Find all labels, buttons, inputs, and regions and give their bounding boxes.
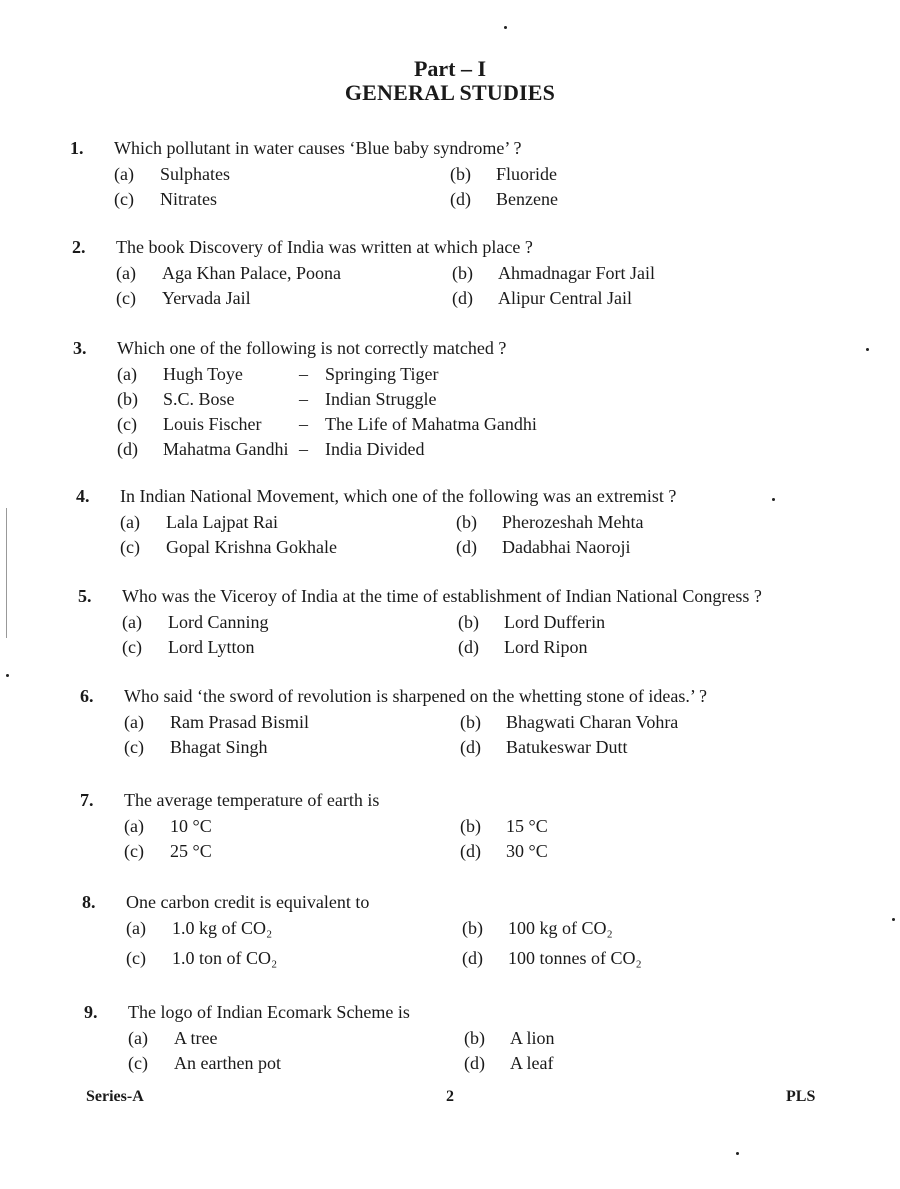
option-a: (a) A tree xyxy=(128,1028,218,1048)
page-number: 2 xyxy=(446,1088,454,1105)
scan-speck xyxy=(772,498,775,501)
question-4 xyxy=(76,486,836,562)
question-number: 2. xyxy=(72,237,86,257)
scan-margin-line xyxy=(6,508,7,638)
scan-speck xyxy=(892,918,895,921)
question-number: 1. xyxy=(70,138,84,158)
option-d: (d) Benzene xyxy=(450,189,558,209)
match-row-c: (c) Louis Fischer – The Life of Mahatma Gandhi xyxy=(117,414,537,434)
scan-speck xyxy=(736,1152,739,1155)
option-c: (c) Nitrates xyxy=(114,189,217,209)
scan-speck xyxy=(504,26,507,29)
option-b: (b) Bhagwati Charan Vohra xyxy=(460,712,679,732)
question-number: 3. xyxy=(73,338,87,358)
option-c: (c) Bhagat Singh xyxy=(124,737,268,757)
match-row-a: (a) Hugh Toye – Springing Tiger xyxy=(117,364,439,384)
option-b: (b) Ahmadnagar Fort Jail xyxy=(452,263,655,283)
question-7 xyxy=(80,790,840,866)
option-d: (d) A leaf xyxy=(464,1053,554,1073)
question-1 xyxy=(70,138,830,214)
option-a: (a) 10 °C xyxy=(124,816,212,836)
option-d: (d) Alipur Central Jail xyxy=(452,288,632,308)
question-number: 8. xyxy=(82,892,96,912)
pls-label: PLS xyxy=(786,1088,816,1105)
question-number: 7. xyxy=(80,790,94,810)
question-number: 4. xyxy=(76,486,90,506)
option-a: (a) Lord Canning xyxy=(122,612,269,632)
option-b: (b) A lion xyxy=(464,1028,555,1048)
option-c: (c) 1.0 ton of CO₂ xyxy=(126,948,278,968)
question-2 xyxy=(72,237,832,313)
match-row-b: (b) S.C. Bose – Indian Struggle xyxy=(117,389,437,409)
question-text: Who said ‘the sword of revolution is sharpened on the whetting stone of ideas.’ ? xyxy=(124,686,708,706)
question-6 xyxy=(80,686,860,762)
option-b: (b) Fluoride xyxy=(450,164,557,184)
option-d: (d) Batukeswar Dutt xyxy=(460,737,628,757)
option-c: (c) Yervada Jail xyxy=(116,288,251,308)
question-text: Who was the Viceroy of India at the time of establishment of Indian National Congress ? xyxy=(122,586,762,606)
question-5 xyxy=(78,586,878,662)
question-text: The book Discovery of India was written at which place ? xyxy=(116,237,533,257)
option-c: (c) Lord Lytton xyxy=(122,637,255,657)
question-text: One carbon credit is equivalent to xyxy=(126,892,370,912)
option-a: (a) Aga Khan Palace, Poona xyxy=(116,263,341,283)
question-text: Which pollutant in water causes ‘Blue baby syndrome’ ? xyxy=(114,138,522,158)
option-d: (d) Lord Ripon xyxy=(458,637,588,657)
scan-speck xyxy=(866,348,869,351)
option-d: (d) 100 tonnes of CO₂ xyxy=(462,948,642,968)
option-b: (b) 15 °C xyxy=(460,816,548,836)
question-text: The logo of Indian Ecomark Scheme is xyxy=(128,1002,410,1022)
option-b: (b) 100 kg of CO₂ xyxy=(462,918,613,938)
question-number: 5. xyxy=(78,586,92,606)
option-d: (d) 30 °C xyxy=(460,841,548,861)
option-b: (b) Lord Dufferin xyxy=(458,612,606,632)
question-text: Which one of the following is not correctly matched ? xyxy=(117,338,507,358)
option-a: (a) Lala Lajpat Rai xyxy=(120,512,278,532)
series-label: Series-A xyxy=(86,1088,144,1105)
option-a: (a) Sulphates xyxy=(114,164,230,184)
option-a: (a) Ram Prasad Bismil xyxy=(124,712,309,732)
question-9 xyxy=(84,1002,844,1078)
question-number: 6. xyxy=(80,686,94,706)
option-c: (c) Gopal Krishna Gokhale xyxy=(120,537,337,557)
question-text: The average temperature of earth is xyxy=(124,790,380,810)
option-d: (d) Dadabhai Naoroji xyxy=(456,537,631,557)
option-c: (c) 25 °C xyxy=(124,841,212,861)
scan-speck xyxy=(6,674,9,677)
question-text: In Indian National Movement, which one of the following was an extremist ? xyxy=(120,486,677,506)
part-heading: Part – I xyxy=(413,56,487,81)
section-heading: GENERAL STUDIES xyxy=(344,80,556,105)
option-b: (b) Pherozeshah Mehta xyxy=(456,512,644,532)
option-c: (c) An earthen pot xyxy=(128,1053,281,1073)
question-number: 9. xyxy=(84,1002,98,1022)
question-8 xyxy=(82,892,842,978)
question-3 xyxy=(73,338,833,464)
option-a: (a) 1.0 kg of CO₂ xyxy=(126,918,273,938)
match-row-d: (d) Mahatma Gandhi – India Divided xyxy=(117,439,425,459)
